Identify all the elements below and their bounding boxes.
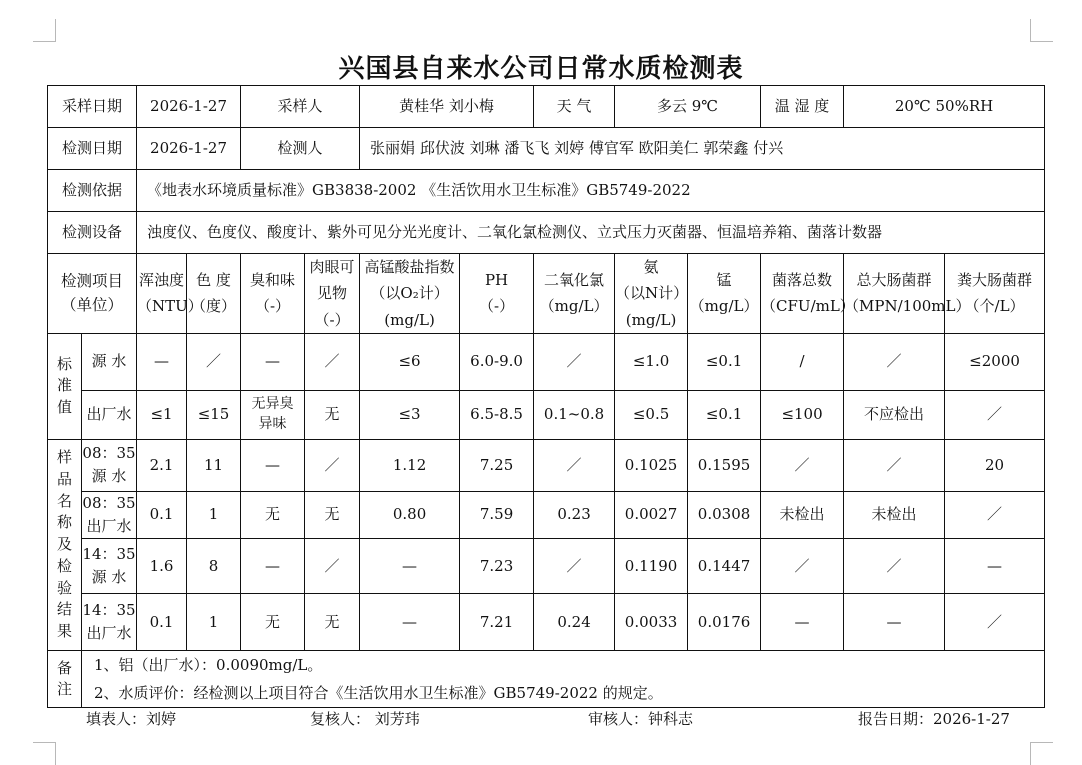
- sampling-row: [48, 86, 1045, 128]
- result-row: [48, 439, 1045, 491]
- text-line: （mg/L）: [689, 297, 759, 316]
- testing-row: [48, 128, 1045, 170]
- row-label: [82, 539, 137, 594]
- column-header: [945, 254, 1045, 334]
- crop-mark-bottom-left: [33, 742, 56, 765]
- value-cell: ／: [844, 439, 945, 491]
- value-cell: ≤0.5: [615, 390, 688, 439]
- value-cell: 0.1: [137, 594, 187, 651]
- text-line: (mg/L): [384, 310, 435, 329]
- column-header: [844, 254, 971, 334]
- value-cell: 0.1025: [615, 439, 688, 491]
- text-line: 出厂水: [86, 405, 132, 423]
- results-group-label: [48, 439, 82, 651]
- value-cell: 11: [187, 439, 241, 491]
- value-cell: 7.25: [460, 439, 534, 491]
- value-cell: 0.0027: [615, 491, 688, 539]
- value-cell: 未检出: [761, 491, 844, 539]
- column-header: [534, 254, 615, 334]
- value-cell: 0.0308: [688, 491, 761, 539]
- column-header: [187, 254, 241, 334]
- text-line: （-）: [314, 310, 350, 329]
- temp-humidity-label: 温 湿 度: [761, 86, 844, 128]
- text-line: （mg/L）: [539, 297, 609, 316]
- crop-mark-top-left: [33, 19, 56, 42]
- text-line: 品: [56, 469, 72, 488]
- tester-names: 张丽娟 邱伏波 刘琳 潘飞飞 刘婷 傅官军 欧阳美仁 郭荣鑫 付兴: [360, 128, 1045, 170]
- value-cell: 0.0176: [688, 594, 761, 651]
- equipment-label: 检测设备: [48, 212, 137, 254]
- value-cell: 7.59: [460, 491, 534, 539]
- text-line: （-）: [479, 297, 515, 316]
- value-cell: ／: [844, 333, 945, 390]
- value-cell: 1: [187, 491, 241, 539]
- value-cell: —: [137, 333, 187, 390]
- text-line: 备: [56, 658, 72, 677]
- crop-mark-bottom-right: [1030, 742, 1053, 765]
- document-title: 兴国县自来水公司日常水质检测表: [338, 54, 744, 84]
- row-label: [82, 439, 137, 491]
- value-cell: ／: [844, 539, 945, 594]
- basis-label: 检测依据: [48, 170, 137, 212]
- test-date-value: 2026-1-27: [137, 128, 241, 170]
- text-line: 源 水: [91, 352, 127, 370]
- value-cell: 1.6: [137, 539, 187, 594]
- value-cell: ／: [761, 539, 844, 594]
- value-cell: ≤15: [187, 390, 241, 439]
- value-cell: 无: [305, 491, 360, 539]
- text-line: 出厂水: [86, 624, 132, 643]
- value-cell: —: [241, 539, 305, 594]
- sample-date-label: 采样日期: [48, 86, 137, 128]
- note-line-2: 2、水质评价：经检测以上项目符合《生活饮用水卫生标准》GB5749-2022 的规定。: [94, 684, 663, 703]
- text-line: 锰: [716, 271, 732, 290]
- text-line: 称: [56, 513, 72, 532]
- value-cell: 6.5-8.5: [460, 390, 534, 439]
- text-line: （以O₂计）: [370, 284, 449, 303]
- value-cell: 6.0-9.0: [460, 333, 534, 390]
- text-line: 标: [56, 354, 72, 373]
- value-cell: 1.12: [360, 439, 460, 491]
- text-line: （-）: [254, 297, 291, 316]
- value-cell: —: [360, 594, 460, 651]
- equipment-row: [48, 212, 1045, 254]
- value-cell: 不应检出: [844, 390, 945, 439]
- notes-label: [48, 651, 82, 708]
- value-cell: ／: [534, 539, 615, 594]
- report-date: 报告日期：2026-1-27: [858, 710, 1010, 728]
- value-cell: ≤0.1: [688, 390, 761, 439]
- temp-humidity-value: 20℃ 50%RH: [844, 86, 1045, 128]
- text-line: （CFU/mL）: [761, 297, 855, 316]
- value-cell: ≤6: [360, 333, 460, 390]
- text-line: 菌落总数: [772, 271, 833, 290]
- column-header: [615, 254, 688, 334]
- value-cell: ／: [945, 390, 1045, 439]
- value-cell: 0.0033: [615, 594, 688, 651]
- text-line: 及: [56, 535, 72, 554]
- column-header: [137, 254, 203, 334]
- column-header: [688, 254, 761, 334]
- value-cell: —: [945, 539, 1045, 594]
- notes-row: [48, 651, 1045, 708]
- value-cell: 0.1: [137, 491, 187, 539]
- column-header: [460, 254, 534, 334]
- reviewer-signature: 复核人： 刘芳玮: [310, 710, 420, 728]
- text-line: 出厂水: [86, 517, 132, 535]
- text-line: 值: [56, 398, 72, 417]
- value-cell: ≤100: [761, 390, 844, 439]
- value-cell: —: [761, 594, 844, 651]
- standard-row-plant: [48, 390, 1045, 439]
- row-label: [82, 390, 137, 439]
- value-cell: 无: [241, 594, 305, 651]
- sampler-names: 黄桂华 刘小梅: [360, 86, 534, 128]
- value-cell: 20: [945, 439, 1045, 491]
- value-cell: ≤3: [360, 390, 460, 439]
- row-label: [82, 333, 137, 390]
- text-line: 注: [56, 680, 72, 699]
- value-cell: ／: [534, 333, 615, 390]
- result-row: [48, 539, 1045, 594]
- column-header: [241, 254, 305, 334]
- weather-label: 天 气: [534, 86, 615, 128]
- text-line: 14：35: [82, 601, 136, 619]
- value-cell: 0.1595: [688, 439, 761, 491]
- text-line: 肉眼可: [309, 258, 355, 276]
- note-line-1: 1、铝（出厂水）：0.0090mg/L。: [94, 656, 323, 675]
- text-line: PH: [484, 271, 509, 290]
- value-cell: —: [241, 439, 305, 491]
- value-cell: ／: [945, 594, 1045, 651]
- crop-mark-top-right: [1030, 19, 1053, 42]
- result-row: [48, 491, 1045, 539]
- value-cell: ／: [305, 439, 360, 491]
- value-cell: 无: [241, 491, 305, 539]
- value-cell: 7.21: [460, 594, 534, 651]
- text-line: 样: [56, 448, 72, 467]
- unit-label: （单位）: [61, 296, 124, 315]
- column-header: [360, 254, 460, 334]
- value-cell: ／: [534, 439, 615, 491]
- text-line: （度）: [191, 297, 237, 316]
- sampler-label: 采样人: [241, 86, 360, 128]
- value-cell: 0.1447: [688, 539, 761, 594]
- value-cell: 未检出: [844, 491, 945, 539]
- value-cell: ≤0.1: [688, 333, 761, 390]
- text-line: 08：35: [82, 493, 136, 512]
- text-line: 果: [56, 622, 72, 641]
- water-quality-table: [47, 85, 1045, 708]
- item-unit-header: [48, 254, 137, 334]
- basis-row: [48, 170, 1045, 212]
- value-cell: 0.23: [534, 491, 615, 539]
- text-line: （MPN/100mL）: [844, 297, 971, 316]
- value-cell: ≤1: [137, 390, 187, 439]
- basis-value: 《地表水环境质量标准》GB3838-2002 《生活饮用水卫生标准》GB5749-2022: [137, 170, 1045, 212]
- sample-date-value: 2026-1-27: [137, 86, 241, 128]
- value-cell: 1: [187, 594, 241, 651]
- value-cell: —: [844, 594, 945, 651]
- result-row: [48, 594, 1045, 651]
- value-cell: ≤2000: [945, 333, 1045, 390]
- text-line: 准: [56, 376, 72, 395]
- standard-row-source: [48, 333, 1045, 390]
- text-line: 浑浊度: [139, 271, 185, 290]
- column-header: [761, 254, 855, 334]
- value-cell: 2.1: [137, 439, 187, 491]
- value-cell: 0.1~0.8: [534, 390, 615, 439]
- row-label: [82, 594, 137, 651]
- text-line: 源 水: [91, 467, 127, 486]
- value-cell: ／: [187, 333, 241, 390]
- text-line: 粪大肠菌群: [957, 271, 1033, 290]
- text-line: 验: [56, 578, 72, 597]
- value-cell: ／: [305, 539, 360, 594]
- row-label: [82, 491, 137, 539]
- auditor-signature: 审核人：钟科志: [588, 710, 694, 728]
- text-line: 名: [56, 491, 72, 510]
- test-date-label: 检测日期: [48, 128, 137, 170]
- value-cell: —: [360, 539, 460, 594]
- text-line: 14：35: [82, 545, 136, 563]
- value-cell: 无: [305, 390, 360, 439]
- item-label: 检测项目: [61, 272, 124, 291]
- text-line: 总大肠菌群: [856, 271, 932, 290]
- standard-group-label: [48, 333, 82, 439]
- weather-value: 多云 9℃: [615, 86, 761, 128]
- text-line: 结: [56, 600, 72, 619]
- column-header: [305, 254, 360, 334]
- text-line: 源 水: [91, 568, 127, 587]
- header-row: [48, 254, 1045, 334]
- text-line: （NTU）: [137, 297, 203, 316]
- text-line: 见物: [317, 284, 348, 303]
- value-cell: 7.23: [460, 539, 534, 594]
- value-cell: /: [761, 333, 844, 390]
- text-line: （以N计）: [615, 284, 689, 303]
- filler-signature: 填表人：刘婷: [86, 710, 177, 728]
- value-cell: ／: [945, 491, 1045, 539]
- value-cell: ／: [305, 333, 360, 390]
- text-line: （个/L）: [964, 297, 1025, 316]
- text-line: 氨: [643, 258, 659, 276]
- equipment-value: 浊度仪、色度仪、酸度计、紫外可见分光光度计、二氧化氯检测仪、立式压力灭菌器、恒温培养箱、菌落计数器: [137, 212, 1045, 254]
- value-cell: 无异臭 异味: [241, 390, 305, 439]
- tester-label: 检测人: [241, 128, 360, 170]
- text-line: 二氧化氯: [544, 271, 605, 290]
- text-line: 色 度: [196, 271, 231, 290]
- value-cell: 0.1190: [615, 539, 688, 594]
- value-cell: ／: [761, 439, 844, 491]
- text-line: 检: [56, 556, 72, 575]
- value-cell: 8: [187, 539, 241, 594]
- text-line: 08：35: [82, 444, 136, 462]
- value-cell: ≤1.0: [615, 333, 688, 390]
- text-line: 高锰酸盐指数: [364, 258, 455, 276]
- value-cell: 0.24: [534, 594, 615, 651]
- text-line: (mg/L): [625, 310, 677, 329]
- notes-content: [82, 651, 1045, 708]
- value-cell: 无: [305, 594, 360, 651]
- value-cell: —: [241, 333, 305, 390]
- value-cell: 0.80: [360, 491, 460, 539]
- text-line: 臭和味: [250, 271, 296, 290]
